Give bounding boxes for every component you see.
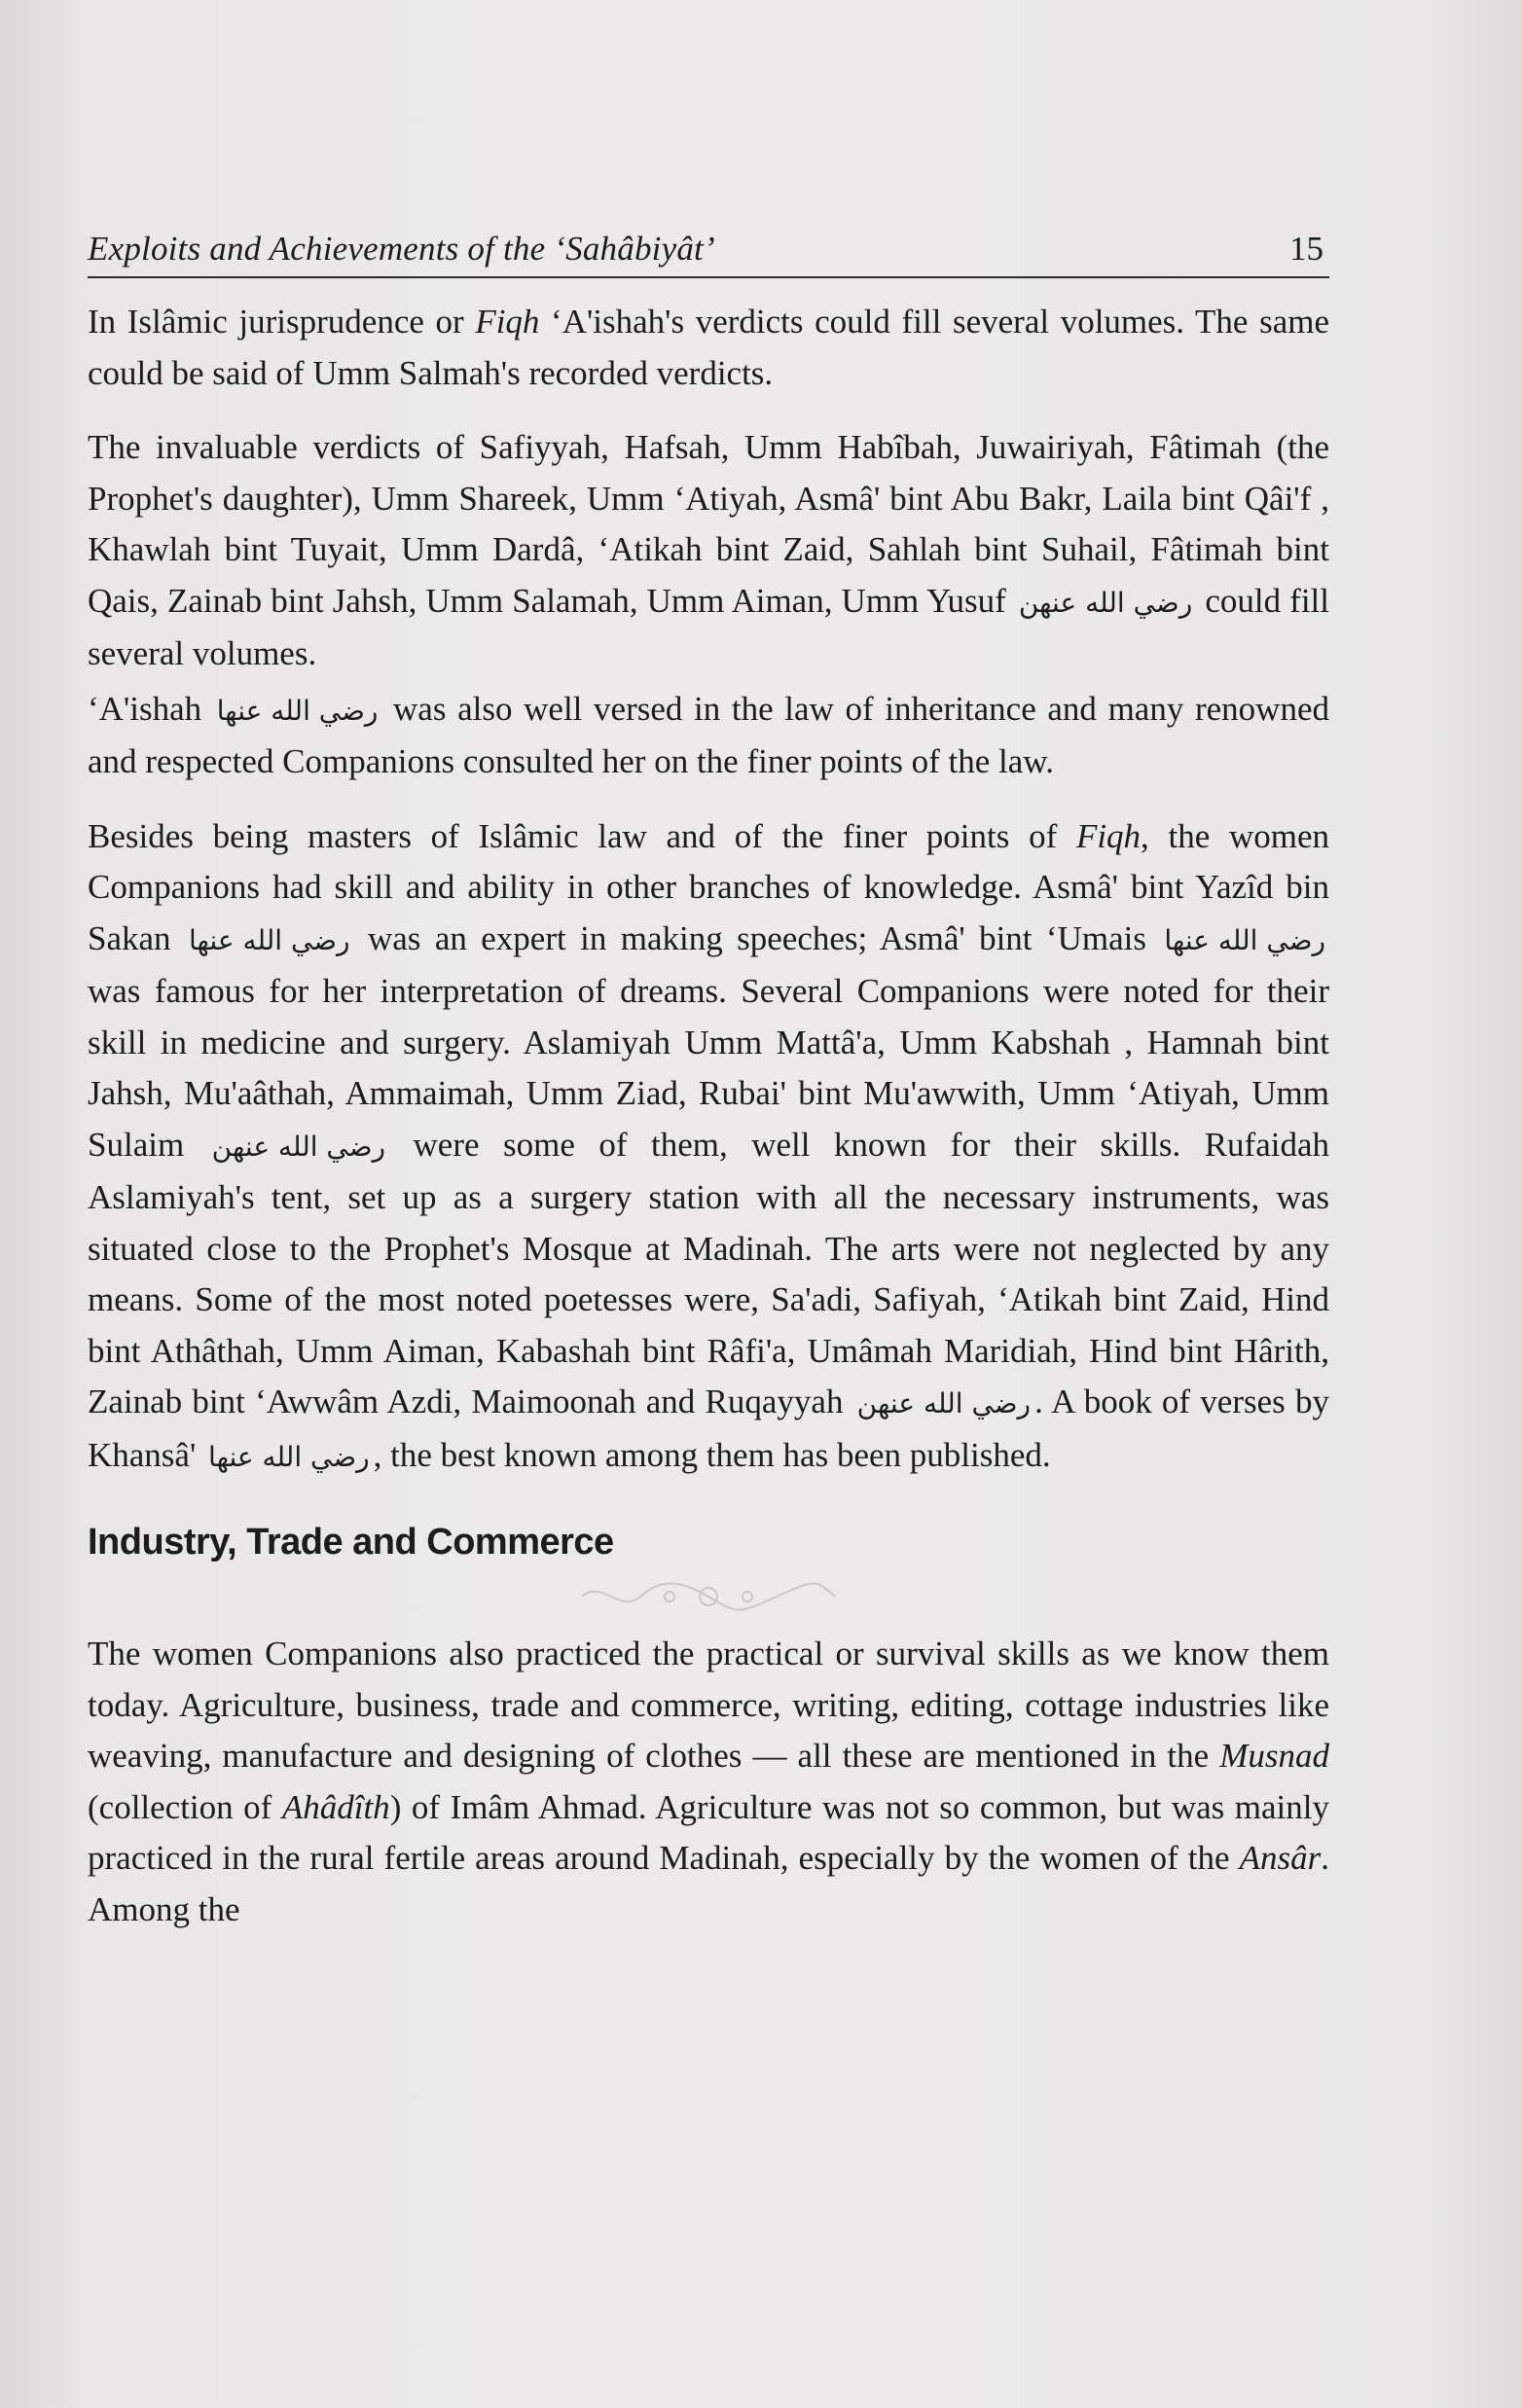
italic-term: Fiqh: [475, 303, 540, 341]
text-run: The women Companions also practiced the practical or survival skills as we know them today. Agriculture, business, trade and commerce, writing, editing, cottage industries like weaving, manufacture and designing of clothes — all these are mentioned in the: [88, 1635, 1329, 1775]
text-run: ‘A'ishah's verdicts could fill several volumes. The same could be said of Umm Salmah's recorded verdicts.: [88, 303, 1329, 392]
body-text: [88, 297, 1329, 1959]
running-header: [88, 222, 1329, 278]
arabic-honorific: رضي الله عنها: [208, 1440, 370, 1473]
arabic-honorific: رضي الله عنها: [1164, 923, 1325, 956]
paragraph-aishah-inheritance: [88, 684, 1329, 788]
text-run: (collection of: [88, 1787, 282, 1826]
text-run: ‘A'ishah: [88, 689, 213, 728]
section-heading: Industry, Trade and Commerce: [88, 1522, 614, 1563]
text-run: The invaluable verdicts of Safiyyah, Hafsah, Umm Habîbah, Juwairiyah, Fâtimah (the Prophet's daughter), Umm Shareek, Umm ‘Atiyah, Asmâ' bint Abu Bakr, Laila bint Qâi'f , Khawlah bint Tuyait, Umm Dardâ, ‘Atikah bint Zaid, Sahlah bint Suhail, Fâtimah bint Qais, Zainab bint Jahsh, Umm Salamah, Umm Aiman, Umm Yusuf: [88, 428, 1329, 620]
text-run: was famous for her interpretation of dreams. Several Companions were noted for their skill in medicine and surgery. Aslamiyah Umm Mattâ'a, Umm Kabshah , Hamnah bint Jahsh, Mu'aâthah, Ammaimah, Umm Ziad, Rubai' bint Mu'awwith, Umm ‘Atiyah, Umm Sulaim: [88, 972, 1329, 1164]
italic-term: Fiqh: [1075, 816, 1142, 855]
running-title: Exploits and Achievements of the ‘Sahâbiyât’: [88, 230, 715, 268]
text-run: In Islâmic jurisprudence or: [88, 303, 476, 341]
italic-term: Ansâr: [1239, 1839, 1322, 1877]
ornament-icon: [562, 1575, 854, 1618]
paragraph-invaluable-verdicts: [88, 422, 1329, 680]
page-number: 15: [1289, 230, 1323, 268]
italic-term: Musnad: [1219, 1737, 1329, 1775]
text-run: , the women Companions had skill and ability in other branches of knowledge. Asmâ' bint Yazîd bin Sakan: [88, 816, 1329, 957]
text-run: . Among the: [88, 1839, 1329, 1928]
paragraph-fiqh-verdicts: [88, 297, 1329, 399]
italic-term: Ahâdîth: [281, 1787, 390, 1826]
text-run: were some of them, well known for their skills. Rufaidah Aslamiyah's tent, set up as a surgery station with all the necessary instruments, was situated close to the Prophet's Mosque at Madinah. The arts were not neglected by any means. Some of the most noted poetesses were, Sa'adi, Safiyah, ‘Atikah bint Zaid, Hind bint Athâthah, Umm Aiman, Kabashah bint Râfi'a, Umâmah Maridiah, Hind bint Hârith, Zainab bint ‘Awwâm Azdi, Maimoonah and Ruqayyah: [88, 1125, 1329, 1420]
arabic-honorific: رضي الله عنها: [188, 923, 350, 956]
arabic-honorific: رضي الله عنهن: [211, 1130, 386, 1163]
arabic-honorific: رضي الله عنهن: [1018, 586, 1193, 619]
text-run: . A book of verses by Khansâ': [88, 1383, 1329, 1474]
paragraph-industry-trade: [88, 1629, 1329, 1935]
text-run: , the best known among them has been published.: [373, 1435, 1051, 1474]
text-run: was an expert in making speeches; Asmâ' bint ‘Umais: [353, 918, 1161, 957]
text-run: Besides being masters of Islâmic law and of the finer points of: [88, 816, 1076, 855]
text-run: could fill several volumes.: [88, 581, 1329, 672]
paragraph-other-skills: [88, 811, 1329, 1484]
arabic-honorific: رضي الله عنهن: [856, 1387, 1032, 1420]
ornament-divider: [88, 1568, 1329, 1625]
text-run: ) of Imâm Ahmad. Agriculture was not so common, but was mainly practiced in the rural fertile areas around Madinah, especially by the women of the: [88, 1787, 1329, 1877]
arabic-honorific: رضي الله عنها: [216, 694, 379, 727]
text-run: was also well versed in the law of inheritance and many renowned and respected Companions consulted her on the finer points of the law.: [88, 689, 1329, 780]
